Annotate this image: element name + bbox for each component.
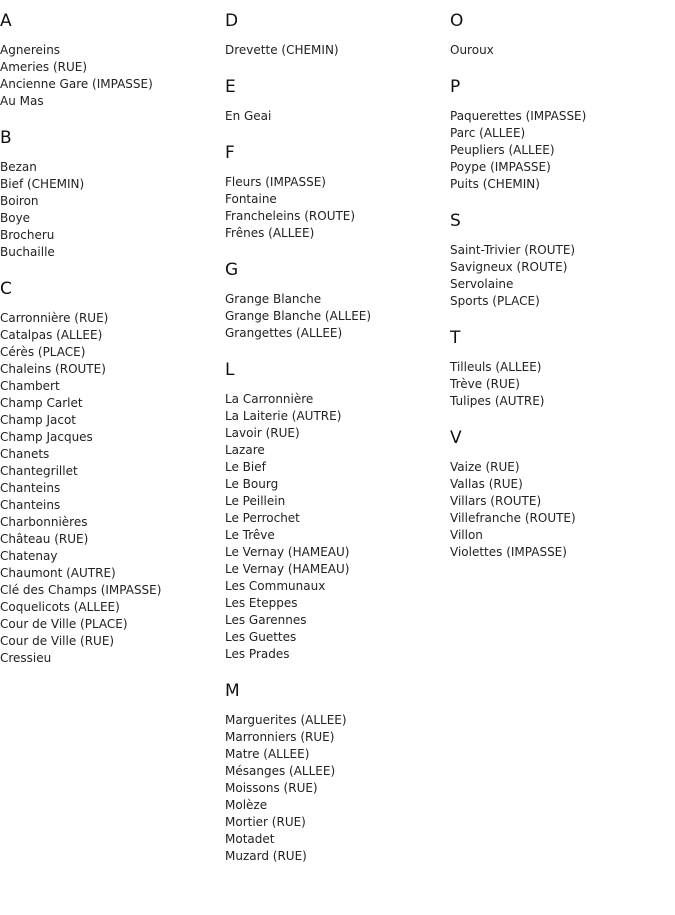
street-item: Fleurs (IMPASSE) [225,175,326,189]
street-item: Carronnière (RUE) [0,311,109,325]
street-item: Mortier (RUE) [225,815,306,829]
street-list [450,242,675,310]
letter-heading: S [450,211,461,231]
street-item: Violettes (IMPASSE) [450,545,567,559]
street-item: Vallas (RUE) [450,477,523,491]
street-item: Boye [0,211,31,225]
letter-group-f [225,142,450,242]
street-item: Grange Blanche (ALLEE) [225,309,372,323]
letter-heading: P [450,77,461,97]
street-item: Lavoir (RUE) [225,426,300,440]
street-item: Cérès (PLACE) [0,345,86,359]
street-item: Bief (CHEMIN) [0,177,85,191]
street-item: Marronniers (RUE) [225,730,335,744]
street-item: Au Mas [0,94,44,108]
letter-group-e [225,76,450,125]
street-item: Villon [450,528,483,542]
street-item: Matre (ALLEE) [225,747,310,761]
street-list [225,712,450,865]
letter-group-g [225,259,450,342]
street-item: Le Perrochet [225,511,300,525]
street-list [225,291,450,342]
street-item: Saint-Trivier (ROUTE) [450,243,576,257]
street-item: Marguerites (ALLEE) [225,713,347,727]
street-item: Coquelicots (ALLEE) [0,600,120,614]
street-item: Catalpas (ALLEE) [0,328,103,342]
street-item: Chanteins [0,481,61,495]
street-item: Charbonnières [0,515,88,529]
street-item: Champ Jacques [0,430,93,444]
street-item: La Carronnière [225,392,314,406]
street-item: Les Communaux [225,579,326,593]
letter-group-o [450,10,675,59]
street-item: Cour de Ville (PLACE) [0,617,128,631]
street-item: Ameries (RUE) [0,60,88,74]
street-item: Tilleuls (ALLEE) [450,360,542,374]
letter-heading: D [225,11,239,31]
street-item: Puits (CHEMIN) [450,177,540,191]
street-item: Chaumont (AUTRE) [0,566,116,580]
street-item: Villefranche (ROUTE) [450,511,576,525]
street-item: Grangettes (ALLEE) [225,326,343,340]
street-item: Peupliers (ALLEE) [450,143,555,157]
index-column-3 [450,10,675,578]
street-item: Molèze [225,798,268,812]
street-list [0,42,225,110]
street-item: Les Eteppes [225,596,298,610]
street-item: Drevette (CHEMIN) [225,43,339,57]
street-item: Le Bourg [225,477,279,491]
street-item: Agnereins [0,43,61,57]
letter-heading: O [450,11,464,31]
letter-group-m [225,680,450,865]
street-item: Boiron [0,194,39,208]
street-item: Le Trêve [225,528,275,542]
letter-heading: F [225,143,235,163]
letter-heading: A [0,11,12,31]
letter-group-c [0,278,225,667]
street-item: Trève (RUE) [450,377,520,391]
letter-heading: C [0,279,12,299]
street-item: Muzard (RUE) [225,849,307,863]
street-item: Paquerettes (IMPASSE) [450,109,587,123]
street-item: Chatenay [0,549,58,563]
street-item: Fontaine [225,192,277,206]
letter-heading: T [450,328,461,348]
street-item: Ancienne Gare (IMPASSE) [0,77,153,91]
street-item: Servolaine [450,277,514,291]
street-item: Le Vernay (HAMEAU) [225,562,350,576]
letter-heading: L [225,360,235,380]
street-item: Les Garennes [225,613,307,627]
street-list [450,42,675,59]
letter-group-a [0,10,225,110]
letter-group-l [225,359,450,663]
street-item: Frênes (ALLEE) [225,226,315,240]
street-item: Buchaille [0,245,55,259]
letter-group-p [450,76,675,193]
letter-group-s [450,210,675,310]
street-list [450,459,675,561]
street-item: Chaleins (ROUTE) [0,362,106,376]
street-item: Sports (PLACE) [450,294,540,308]
letter-heading: E [225,77,236,97]
street-item: Tulipes (AUTRE) [450,394,545,408]
street-item: Ouroux [450,43,494,57]
street-list [225,42,450,59]
street-item: Poype (IMPASSE) [450,160,551,174]
letter-heading: G [225,260,239,280]
street-item: Francheleins (ROUTE) [225,209,356,223]
street-item: Le Peillein [225,494,286,508]
street-list [225,174,450,242]
index-column-2 [225,10,450,882]
letter-group-v [450,427,675,561]
street-item: Chanteins [0,498,61,512]
street-item: Villars (ROUTE) [450,494,542,508]
street-item: Champ Jacot [0,413,76,427]
street-list [450,108,675,193]
street-item: Vaize (RUE) [450,460,520,474]
street-item: Moissons (RUE) [225,781,318,795]
street-list [225,108,450,125]
street-item: Savigneux (ROUTE) [450,260,568,274]
letter-group-d [225,10,450,59]
street-item: En Geai [225,109,272,123]
index-column-1 [0,10,225,684]
street-list [450,359,675,410]
street-item: Motadet [225,832,275,846]
street-item: Le Vernay (HAMEAU) [225,545,350,559]
letter-heading: M [225,681,240,701]
street-item: Les Prades [225,647,290,661]
street-item: Cour de Ville (RUE) [0,634,115,648]
letter-heading: V [450,428,462,448]
street-item: Champ Carlet [0,396,83,410]
street-item: Mésanges (ALLEE) [225,764,336,778]
street-item: Parc (ALLEE) [450,126,526,140]
street-item: Les Guettes [225,630,297,644]
street-list [0,310,225,667]
street-list [225,391,450,663]
street-item: Clé des Champs (IMPASSE) [0,583,162,597]
street-item: Le Bief [225,460,266,474]
street-list [0,159,225,261]
street-item: Chambert [0,379,60,393]
street-item: Cressieu [0,651,52,665]
street-item: Château (RUE) [0,532,89,546]
letter-group-t [450,327,675,410]
letter-heading: B [0,128,12,148]
street-item: La Laiterie (AUTRE) [225,409,342,423]
street-item: Lazare [225,443,265,457]
street-item: Grange Blanche [225,292,322,306]
street-item: Chantegrillet [0,464,78,478]
letter-group-b [0,127,225,261]
street-item: Brocheru [0,228,55,242]
street-item: Chanets [0,447,50,461]
street-item: Bezan [0,160,37,174]
